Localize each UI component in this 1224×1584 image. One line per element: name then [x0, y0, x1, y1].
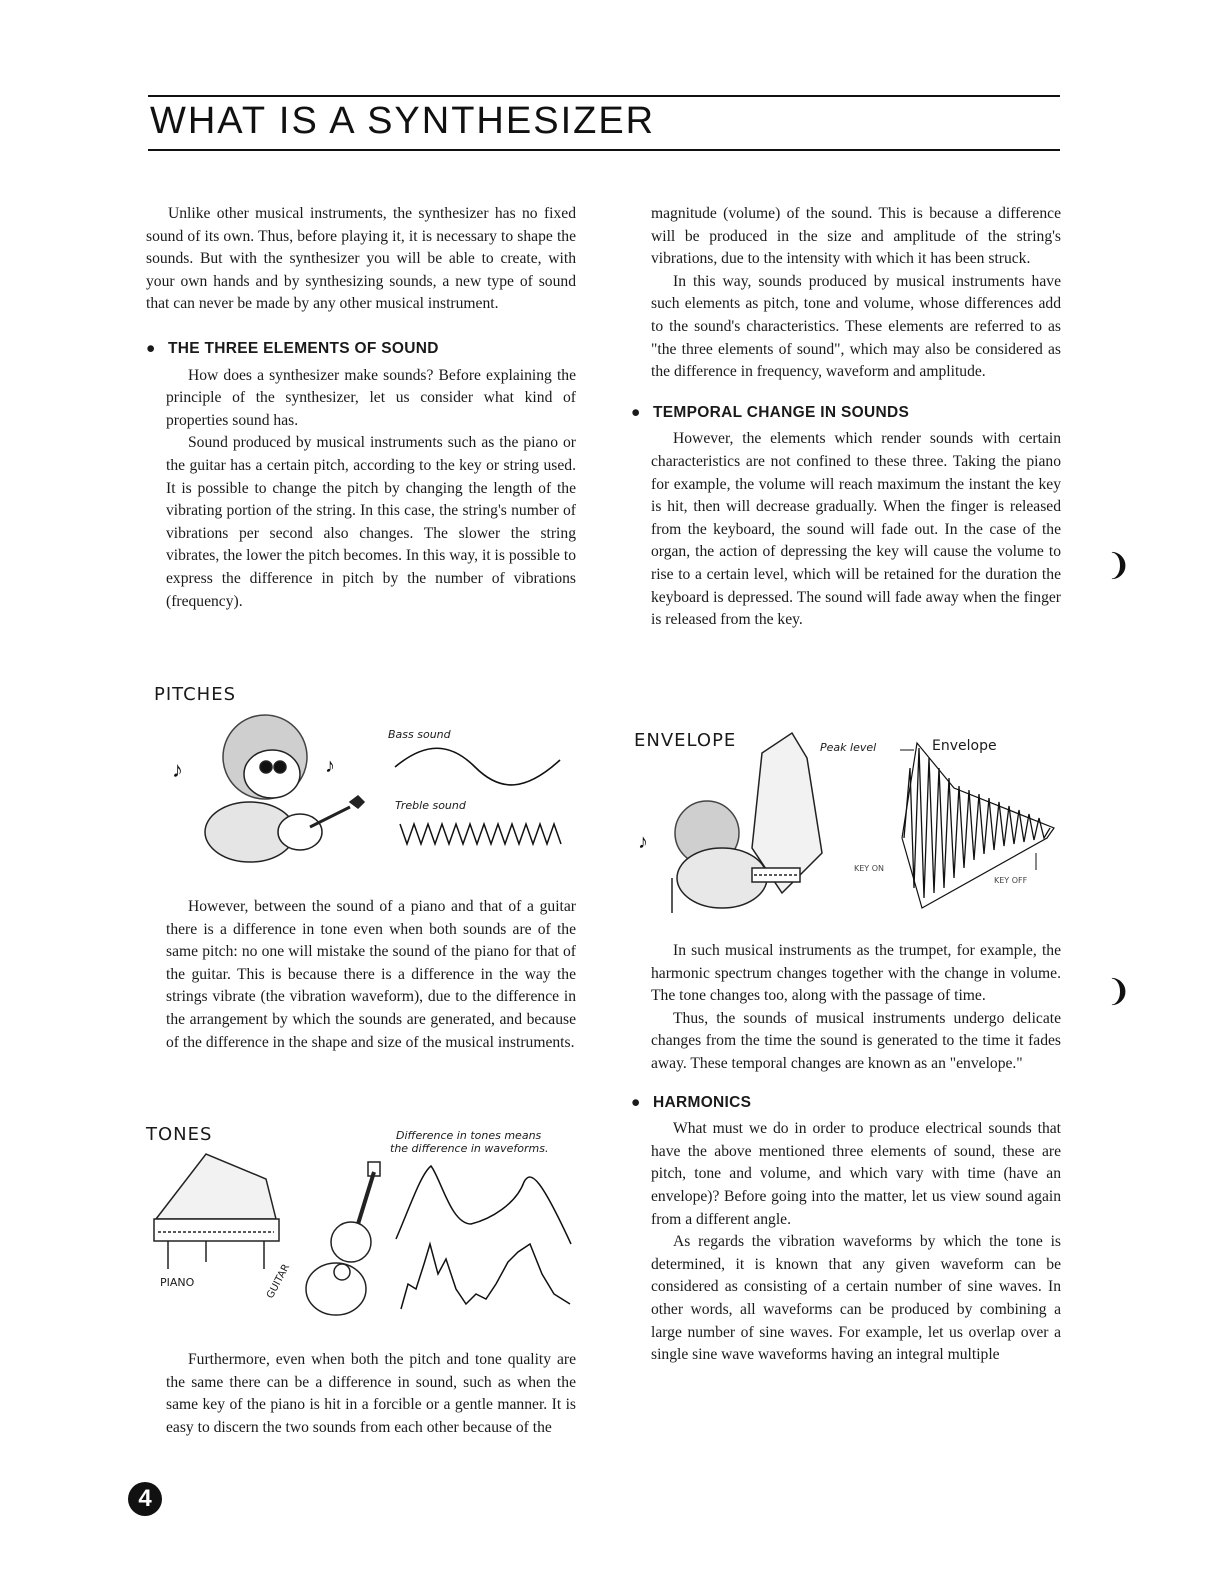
music-note-icon: ♪ [172, 757, 183, 782]
tones-caption-line1: Difference in tones means [396, 1129, 542, 1142]
key-on-label: KEY ON [854, 864, 885, 873]
piano-label: PIANO [160, 1276, 195, 1289]
section-heading-three-elements: ● THE THREE ELEMENTS OF SOUND [146, 338, 576, 361]
pitches-illustration [150, 682, 580, 872]
paragraph-sound: Sound produced by musical instruments such as the piano or the guitar has a certain pitch, according to the key or string used. It is possible to change the pitch by changing the length of the vibrating portion of the string. In this case, the string's number of vibrations per second also changes. The slower the string vibrates, the lower the pitch becomes. In this way, it is possible to express the difference in pitch by the number of vibrations (frequency). [166, 434, 576, 610]
page-title: WHAT IS A SYNTHESIZER [150, 100, 656, 142]
guitarist-drawing [205, 715, 364, 862]
pitches-figure [150, 682, 580, 872]
title-rule-bottom [148, 149, 1060, 151]
paragraph-however: However, between the sound of a piano and that of a guitar there is a difference in tone even when both sounds are of the same pitch: no one will mistake the sound of the piano for that of the guitar. This is because there is a difference in the way the strings vibrate (the vibration waveform), due to the difference in the arrangement by which the sounds are generated, and because of the difference in the shape and size of the musical instruments. [166, 898, 576, 1051]
guitar-drawing [306, 1162, 380, 1315]
bass-sound-label: Bass sound [388, 728, 451, 741]
bullet-icon: ● [146, 339, 156, 357]
piano-drawing [154, 1154, 279, 1269]
title-rule-top [148, 95, 1060, 97]
guitar-waveform [401, 1244, 570, 1309]
paragraph-thus: Thus, the sounds of musical instruments undergo delicate changes from the time the sound is generated to the time it fades away. These temporal changes are known as an "envelope." [651, 1009, 1061, 1072]
treble-sound-label: Treble sound [395, 799, 466, 812]
envelope-figure [632, 728, 1064, 920]
pitches-title: PITCHES [154, 684, 237, 705]
section-heading-harmonics: ● HARMONICS [631, 1092, 1061, 1115]
margin-mark-icon-2: ❩ [1106, 974, 1132, 1009]
left-column-bottom [166, 1349, 576, 1439]
paragraph-what: What must we do in order to produce electrical sounds that have the above mentioned three elements of sound, these are pitch, tone and volume, and which vary with time (have an envelope)? Before going into the matter, let us view sound again from a different angle. [651, 1120, 1061, 1228]
tones-title: TONES [146, 1124, 213, 1145]
left-column [146, 203, 576, 613]
piano-waveform [396, 1166, 571, 1244]
tones-illustration [146, 1124, 578, 1334]
tones-caption-line2: the difference in waveforms. [390, 1142, 549, 1155]
treble-sound-wave [400, 824, 561, 844]
paragraph-magnitude: magnitude (volume) of the sound. This is because a difference will be produced in the size and amplitude of the string's vibrations, due to the intensity with which it has been struck. [651, 205, 1061, 268]
right-column-bottom [631, 940, 1061, 1367]
peak-level-label: Peak level [820, 741, 877, 754]
paragraph-furthermore: Furthermore, even when both the pitch and tone quality are the same there can be a difference in sound, such as when the same key of the piano is hit in a forcible or a gentle manner. It is easy to discern the two sounds from each other because of the [166, 1351, 576, 1436]
margin-mark-icon: ❩ [1106, 548, 1132, 583]
paragraph-temporal: However, the elements which render sounds with certain characteristics are not confined to these three. Taking the piano for example, the volume will reach maximum the instant the key is hit, then will decrease gradually. When the finger is released from the keyboard, the sound will fade out. In the case of the organ, the action of depressing the key will cause the volume to rise to a certain level, which will be retained for the duration the keyboard is depressed. The sound will fade away when the finger is released from the key. [651, 430, 1061, 629]
paragraph-in-this-way: In this way, sounds produced by musical instruments have such elements as pitch, tone and volume, whose differences add to the sound's characteristics. These elements are referred to as "the three elements of sound", which may also be considered as the difference in frequency, waveform and amplitude. [651, 272, 1061, 381]
music-note-icon-2: ♪ [325, 755, 335, 777]
pianist-drawing [672, 733, 822, 913]
bullet-icon: ● [631, 403, 641, 421]
envelope-title: ENVELOPE [634, 730, 737, 751]
paragraph-trumpet: In such musical instruments as the trumpet, for example, the harmonic spectrum changes together with the change in volume. The tone changes too, along with the passage of time. [651, 942, 1061, 1005]
paragraph-how: How does a synthesizer make sounds? Before explaining the principle of the synthesizer, let us consider what kind of properties sound has. [166, 366, 576, 429]
section-heading-temporal: ● TEMPORAL CHANGE IN SOUNDS [631, 402, 1061, 425]
bullet-icon: ● [631, 1093, 641, 1111]
paragraph-regards: As regards the vibration waveforms by which the tone is determined, it is known that any given waveform can be considered as consisting of a certain number of sine waves. In other words, all waveforms can be produced by combining a large number of sine waves. For example, let us overlap over a single sine wave waveforms having an integral multiple [651, 1233, 1061, 1364]
bass-sound-wave [395, 748, 560, 785]
guitar-label: GUITAR [264, 1262, 293, 1301]
tones-figure [146, 1124, 578, 1334]
envelope-waveform [904, 748, 1050, 898]
music-note-icon-3: ♪ [638, 831, 648, 853]
envelope-illustration [632, 728, 1064, 920]
envelope-label: Envelope [932, 738, 997, 754]
key-off-label: KEY OFF [994, 876, 1028, 885]
left-column-middle [166, 896, 576, 1054]
three-elements-section [146, 338, 576, 613]
right-column [631, 203, 1061, 632]
intro-paragraph: Unlike other musical instruments, the synthesizer has no fixed sound of its own. Thus, before playing it, it is necessary to shape the sounds. But with the synthesizer you will be able to create, with your own hands and by synthesizing sounds, a new type of sound that can never be made by any other musical instrument. [146, 205, 576, 313]
page-number: 4 [128, 1482, 162, 1516]
